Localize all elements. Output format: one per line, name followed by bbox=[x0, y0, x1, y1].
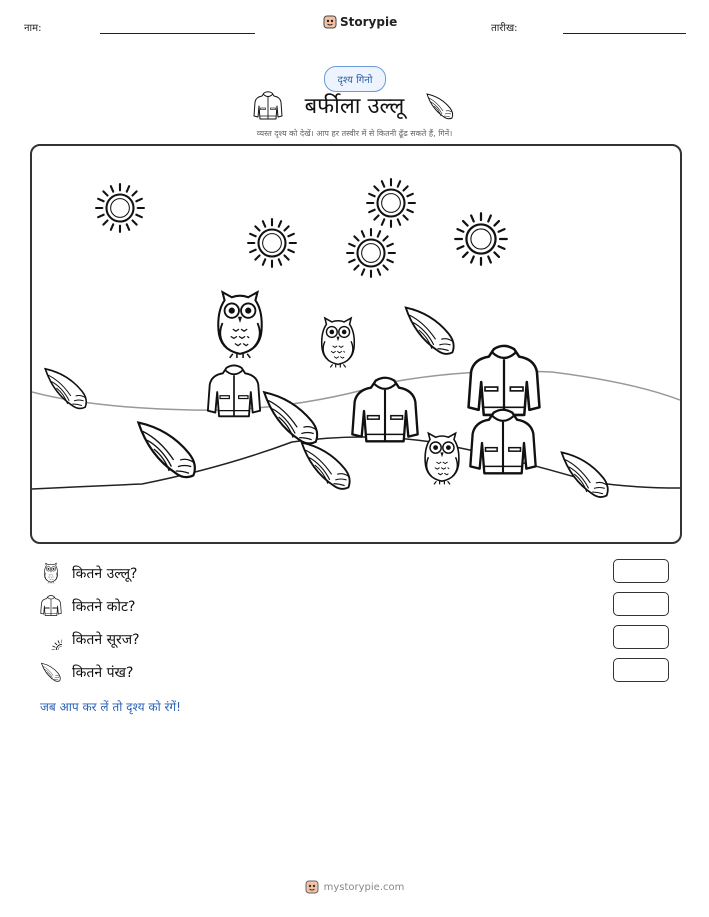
wing-icon bbox=[425, 91, 455, 121]
owl-1 bbox=[218, 292, 261, 358]
question-suns bbox=[40, 627, 140, 651]
question-label: कितने पंख? bbox=[72, 664, 134, 681]
storypie-logo-icon bbox=[305, 880, 319, 894]
sun-5 bbox=[455, 213, 507, 265]
question-label: कितने उल्लू? bbox=[72, 565, 138, 582]
footer-url[interactable]: mystorypie.com bbox=[323, 881, 405, 893]
category-badge: दृश्य गिनो bbox=[324, 66, 386, 92]
page-title: बर्फीला उल्लू bbox=[304, 94, 405, 119]
date-label: तारीख: bbox=[491, 23, 518, 34]
owl-icon bbox=[40, 562, 62, 584]
wing-2 bbox=[138, 423, 194, 478]
wing-4 bbox=[302, 443, 350, 489]
color-instruction: जब आप कर लें तो दृश्य को रंगें! bbox=[40, 700, 181, 714]
answer-box-suns[interactable] bbox=[613, 625, 669, 649]
name-label: नाम: bbox=[24, 23, 42, 34]
sun-1 bbox=[96, 184, 144, 232]
owl-2 bbox=[322, 318, 355, 367]
coat-4 bbox=[470, 410, 535, 474]
wing-icon bbox=[40, 661, 62, 683]
question-wings bbox=[40, 660, 133, 684]
answer-box-wings[interactable] bbox=[613, 658, 669, 682]
sun-2 bbox=[367, 179, 415, 227]
question-owls bbox=[40, 561, 138, 585]
owl-3 bbox=[425, 433, 459, 484]
answer-box-owls[interactable] bbox=[613, 559, 669, 583]
coat-1 bbox=[208, 365, 260, 416]
brand-name: Storypie bbox=[340, 15, 398, 29]
question-label: कितने कोट? bbox=[72, 598, 136, 615]
storypie-logo-icon bbox=[323, 15, 337, 29]
answer-box-coats[interactable] bbox=[613, 592, 669, 616]
wing-1 bbox=[45, 369, 86, 409]
scene-illustration bbox=[32, 146, 680, 542]
coat-icon bbox=[40, 595, 62, 617]
coat-2 bbox=[352, 378, 417, 442]
coat-3 bbox=[469, 346, 540, 415]
brand bbox=[323, 15, 397, 29]
sun-icon bbox=[40, 628, 62, 650]
sun-3 bbox=[248, 219, 296, 267]
question-coats bbox=[40, 594, 135, 618]
wing-3 bbox=[264, 392, 317, 443]
footer bbox=[0, 880, 709, 894]
counting-scene bbox=[30, 144, 682, 544]
date-line[interactable] bbox=[563, 33, 686, 34]
wing-5 bbox=[406, 308, 454, 354]
sun-4 bbox=[347, 229, 395, 277]
name-line[interactable] bbox=[100, 33, 255, 34]
question-label: कितने सूरज? bbox=[72, 631, 140, 648]
instructions: व्यस्त दृश्य को देखें। आप हर तस्वीर में से कितनी ढूँढ सकते हैं, गिनें। bbox=[256, 129, 453, 138]
